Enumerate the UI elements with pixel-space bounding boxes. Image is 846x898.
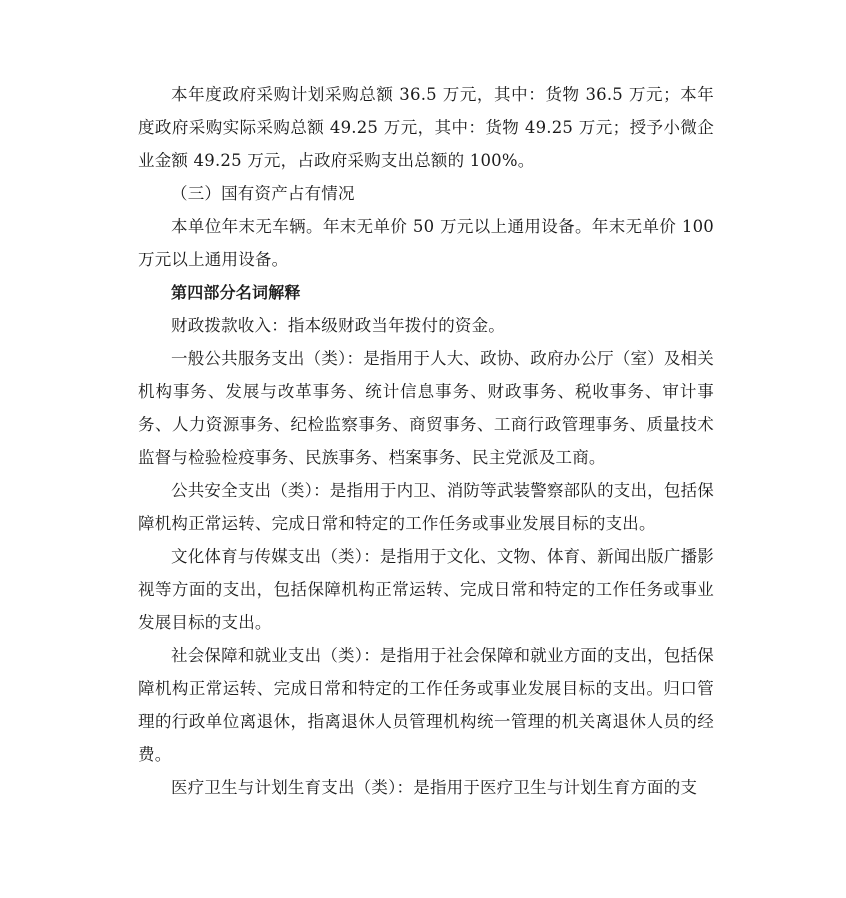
paragraph-procurement: 本年度政府采购计划采购总额 36.5 万元，其中：货物 36.5 万元；本年度政府采购实际采购总额 49.25 万元，其中：货物 49.25 万元；授予小微企业金额 49.25 万元，占政府采购支出总额的 100%。 [138,85,714,170]
term-social-security-employment: 社会保障和就业支出（类）：是指用于社会保障和就业方面的支出，包括保障机构正常运转、完成日常和特定的工作任务或事业发展目标的支出。归口管理的行政单位离退休，指离退休人员管理机构统一管理的机关离退休人员的经费。 [138,646,714,764]
term-culture-sports-media: 文化体育与传媒支出（类）：是指用于文化、文物、体育、新闻出版广播影视等方面的支出，包括保障机构正常运转、完成日常和特定的工作任务或事业发展目标的支出。 [138,547,714,632]
paragraph-assets: 本单位年末无车辆。年末无单价 50 万元以上通用设备。年末无单价 100 万元以上通用设备。 [138,217,714,269]
term-medical-health-family-planning: 医疗卫生与计划生育支出（类）：是指用于医疗卫生与计划生育方面的支 [171,778,698,797]
term-general-public-services: 一般公共服务支出（类）：是指用于人大、政协、政府办公厅（室）及相关机构事务、发展与改革事务、统计信息事务、财政事务、税收事务、审计事务、人力资源事务、纪检监察事务、商贸事务、工商行政管理事务、质量技术监督与检验检疫事务、民族事务、档案事务、民主党派及工商。 [138,349,714,467]
part-four-heading: 第四部分名词解释 [171,283,301,302]
section-heading-state-assets: （三）国有资产占有情况 [171,184,355,203]
term-public-security: 公共安全支出（类）：是指用于内卫、消防等武装警察部队的支出，包括保障机构正常运转、完成日常和特定的工作任务或事业发展目标的支出。 [138,481,714,533]
term-fiscal-appropriation: 财政拨款收入：指本级财政当年拨付的资金。 [171,316,505,335]
document-body [138,78,714,804]
